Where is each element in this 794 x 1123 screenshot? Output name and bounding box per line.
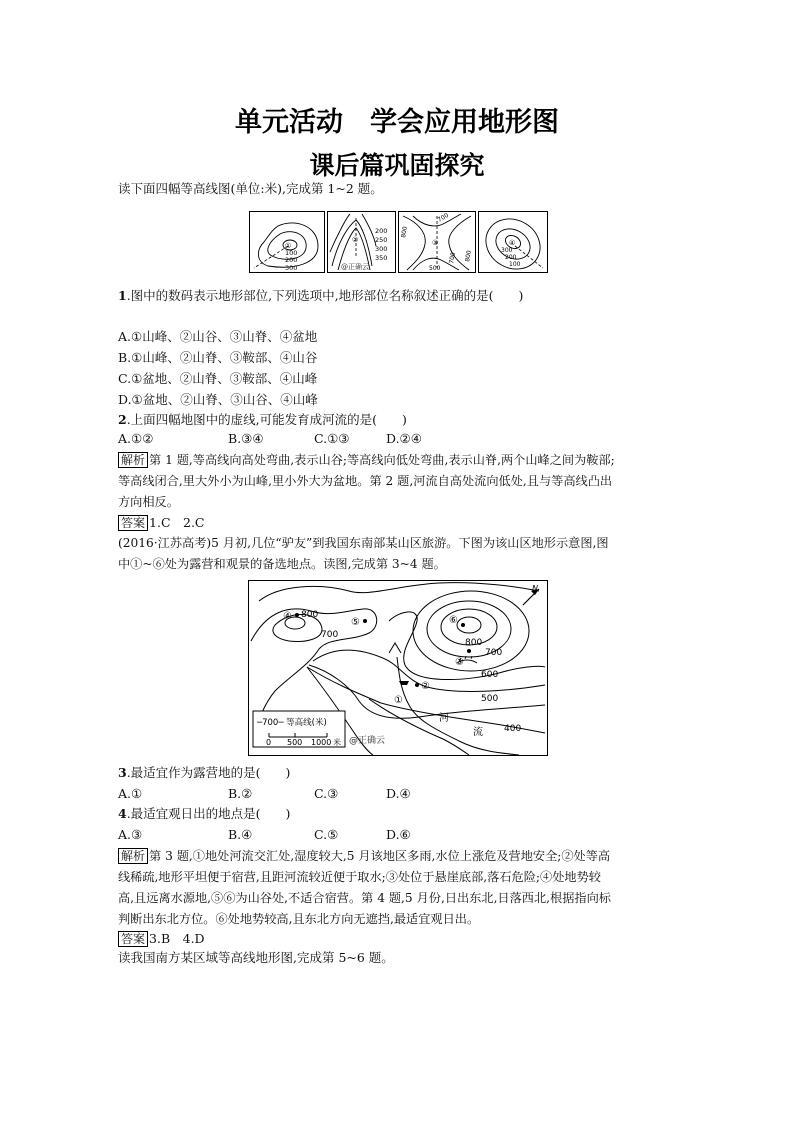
svg-text:300: 300 (501, 247, 513, 254)
legend-contour: ─700─ 等高线(米) (257, 718, 327, 728)
svg-text:200: 200 (285, 256, 298, 264)
page-subtitle: 课后篇巩固探究 (309, 151, 485, 180)
map3-point-label: ③ (432, 239, 439, 247)
point-1: ① (394, 695, 403, 706)
contour-map-3 (398, 211, 476, 273)
watermark: @正确云 (341, 263, 369, 271)
intro-q5-6: 读我国南方某区域等高线地形图,完成第 5~6 题。 (118, 950, 394, 965)
q1-option-d: D.①盆地、②山脊、③山谷、④山峰 (118, 392, 318, 407)
svg-text:500: 500 (429, 265, 441, 272)
answer-tag: 答案 (118, 931, 148, 947)
q1-option-c: C.①盆地、②山脊、③鞍部、④山峰 (118, 371, 318, 386)
contour-map-4 (478, 211, 548, 273)
q3-options: A.① B.② C.③ D.④ (118, 786, 411, 801)
svg-text:700: 700 (321, 630, 339, 640)
river-label-1: 河 (439, 713, 449, 724)
analysis-2: 解析 第 3 题,①地处河流交汇处,湿度较大,5 月该地区多雨,水位上涨危及营地安全;②处等高 线稀疏,地形平坦便于宿营,且距河流较近便于取水;③处位于悬崖底部,落石危险;④处地势较 高,且远离水源地,⑤⑥为山谷处,不适合宿营。第 4 题,5 月份,日出东北,日落西北,根据指向标 判断出东北方位。⑥处地势较高,且东北方向无遮挡,最适宜观日出。 (118, 849, 611, 926)
q4-options: A.③ B.④ C.⑤ D.⑥ (118, 827, 411, 842)
point-5: ⑤ (351, 617, 360, 628)
contour-map-1 (249, 211, 325, 273)
svg-text:0: 0 (266, 738, 272, 747)
svg-text:800: 800 (465, 638, 483, 648)
map1-point-label: ① (285, 242, 292, 250)
page-title: 单元活动 学会应用地形图 (235, 107, 559, 138)
svg-text:600: 600 (481, 670, 499, 680)
question-1: 1.图中的数码表示地形部位,下列选项中,地形部位名称叙述正确的是( ) (118, 288, 524, 303)
point-2: ② (421, 681, 430, 692)
point-3: ③ (455, 657, 464, 668)
intro-q1-2: 读下面四幅等高线图(单位:米),完成第 1~2 题。 (118, 181, 383, 196)
analysis-1: 解析 第 1 题,等高线向高处弯曲,表示山谷;等高线向低处弯曲,表示山脊,两个山峰之间为鞍部; 等高线闭合,里大外小为山峰,里小外大为盆地。第 2 题,河流自高处流向低处,且与等高线凸出 方向相反。 (118, 453, 615, 509)
answer-tag: 答案 (118, 515, 148, 531)
svg-text:300: 300 (285, 264, 298, 272)
map4-point-label: ④ (509, 239, 516, 247)
svg-text:200: 200 (505, 254, 517, 261)
svg-text:1000: 1000 (311, 738, 332, 747)
svg-text:米: 米 (333, 738, 341, 747)
svg-text:100: 100 (509, 261, 521, 268)
analysis-tag: 解析 (118, 452, 148, 468)
svg-text:700: 700 (448, 251, 457, 265)
svg-text:400: 400 (504, 724, 522, 734)
point-4: ④ (283, 611, 292, 622)
terrain-map (248, 580, 548, 756)
analysis-tag: 解析 (118, 848, 148, 864)
svg-text:800: 800 (464, 249, 473, 263)
svg-text:800: 800 (400, 225, 409, 239)
answer-2: 答案 3.B 4.D (118, 931, 205, 947)
river-label-2: 流 (473, 727, 483, 738)
map2-point-label: ② (352, 236, 359, 244)
svg-text:500: 500 (481, 694, 499, 704)
svg-text:800: 800 (301, 610, 319, 620)
answer-1: 答案 1.C 2.C (118, 515, 205, 531)
svg-text:700: 700 (485, 648, 503, 658)
question-3: 3.最适宜作为露营地的是( ) (118, 765, 291, 780)
point-6: ⑥ (449, 615, 458, 626)
intro-q3-4: (2016·江苏高考)5 月初,几位“驴友”到我国东南部某山区旅游。下图为该山区地形示意图,图 中①~⑥处为露营和观景的备选地点。读图,完成第 3~4 题。 (118, 536, 609, 571)
contour-map-2 (327, 211, 396, 273)
svg-text:700: 700 (436, 212, 450, 224)
question-2: 2.上面四幅地图中的虚线,可能发育成河流的是( ) (118, 412, 407, 427)
svg-text:300: 300 (375, 245, 388, 253)
svg-text:250: 250 (375, 236, 388, 244)
q1-option-a: A.①山峰、②山谷、③山脊、④盆地 (118, 329, 318, 344)
svg-text:500: 500 (287, 738, 303, 747)
north-arrow-label: N (532, 584, 538, 593)
q1-option-b: B.①山峰、②山脊、③鞍部、④山谷 (118, 350, 318, 365)
q2-options: A.①② B.③④ C.①③ D.②④ (118, 431, 422, 446)
watermark: @正确云 (349, 736, 386, 746)
svg-text:100: 100 (285, 249, 298, 257)
svg-text:200: 200 (375, 227, 388, 235)
svg-text:350: 350 (375, 254, 388, 262)
question-4: 4.最适宜观日出的地点是( ) (118, 806, 291, 821)
